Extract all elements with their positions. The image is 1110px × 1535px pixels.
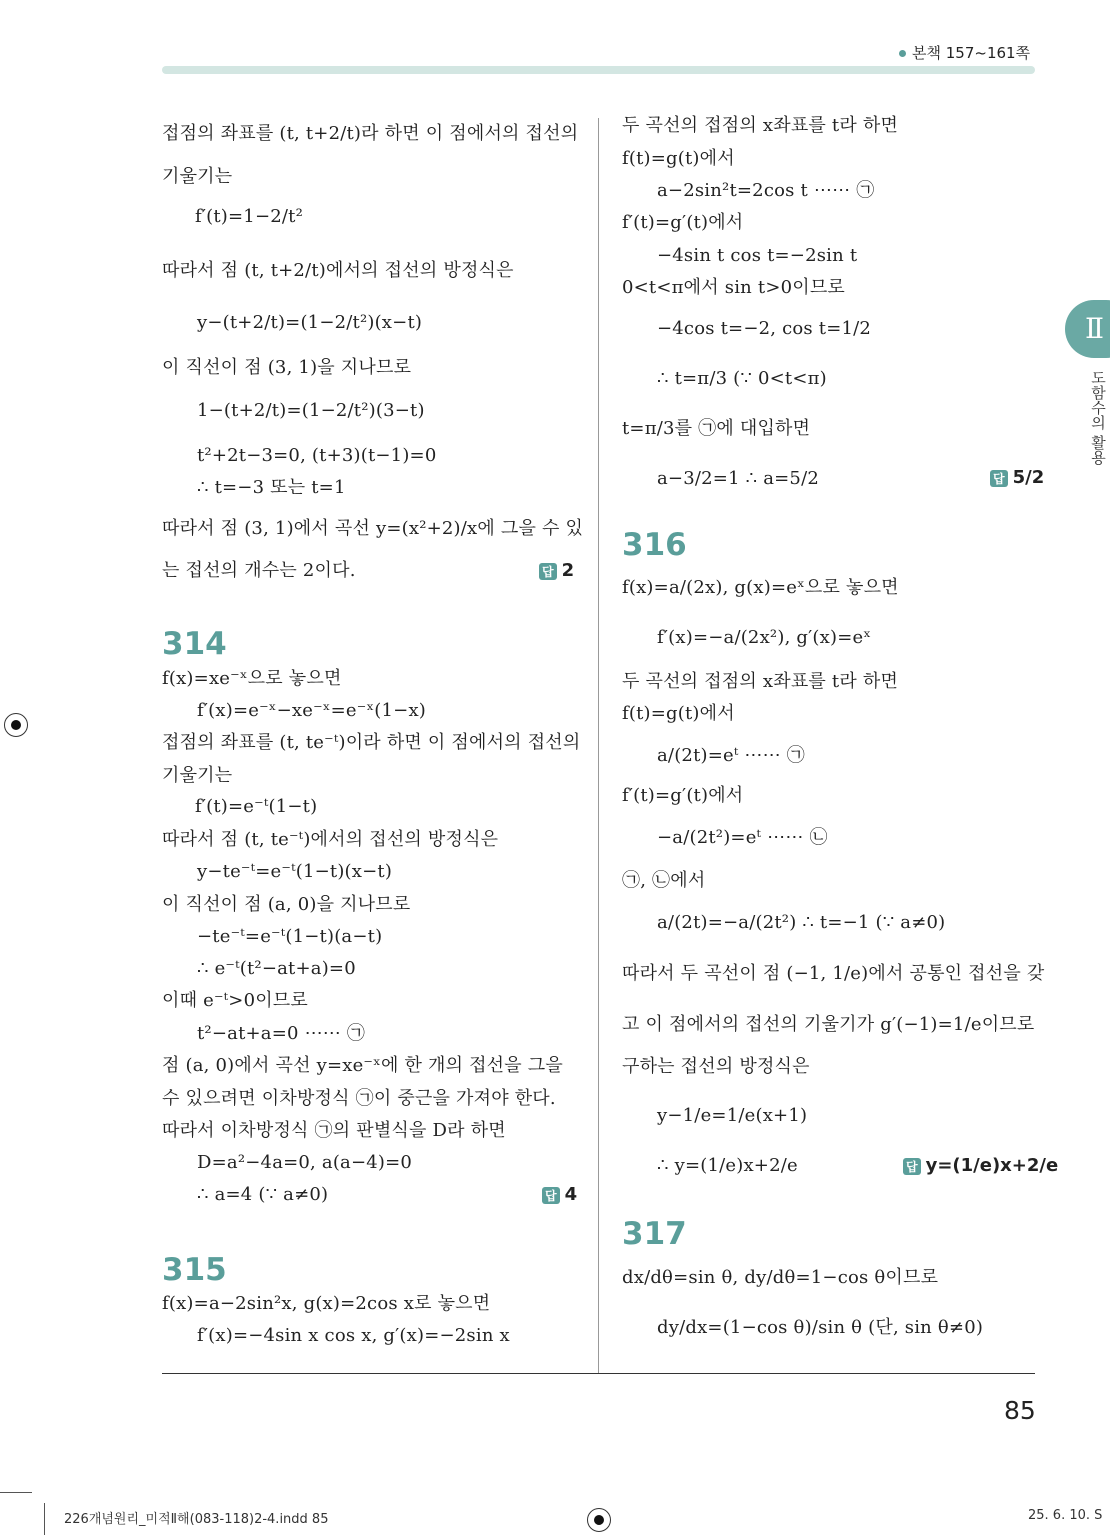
text-line: f′(x)=−a/(2x²), g′(x)=eˣ bbox=[657, 627, 872, 648]
text-line: −4cos t=−2, cos t=1/2 bbox=[657, 318, 872, 339]
text-line: 구하는 접선의 방정식은 bbox=[622, 1056, 810, 1077]
answer-314 bbox=[542, 1184, 577, 1205]
crop-mark bbox=[44, 1503, 45, 1535]
text-line: f′(t)=g′(t)에서 bbox=[622, 212, 744, 233]
crop-mark bbox=[0, 1492, 32, 1493]
reference-text: 본책 157~161쪽 bbox=[912, 44, 1031, 62]
registration-mark-icon bbox=[587, 1508, 611, 1532]
text-line: f′(t)=e⁻ᵗ(1−t) bbox=[195, 796, 318, 817]
text-line: f′(x)=e⁻ˣ−xe⁻ˣ=e⁻ˣ(1−x) bbox=[197, 700, 427, 721]
answer-badge: 답 bbox=[903, 1158, 921, 1175]
text-line: f(x)=a−2sin²x, g(x)=2cos x로 놓으면 bbox=[162, 1293, 491, 1314]
text-line: ㉠, ㉡에서 bbox=[622, 870, 706, 891]
header-bar bbox=[162, 66, 1035, 74]
text-line: 점 (a, 0)에서 곡선 y=xe⁻ˣ에 한 개의 접선을 그을 bbox=[162, 1055, 563, 1076]
answer-value: 5/2 bbox=[1012, 467, 1045, 488]
page-number: 85 bbox=[1004, 1396, 1036, 1425]
text-line: 접점의 좌표를 (t, te⁻ᵗ)이라 하면 이 점에서의 접선의 bbox=[162, 732, 581, 753]
text-line: 1−(t+2/t)=(1−2/t²)(3−t) bbox=[197, 400, 425, 421]
text-line: 이 직선이 점 (3, 1)을 지나므로 bbox=[162, 357, 412, 378]
answer-badge: 답 bbox=[539, 563, 557, 580]
answer-badge: 답 bbox=[542, 1187, 560, 1204]
text-line: a−3/2=1 ∴ a=5/2 bbox=[657, 468, 819, 489]
text-line: f′(t)=1−2/t² bbox=[195, 206, 304, 227]
text-line: dx/dθ=sin θ, dy/dθ=1−cos θ이므로 bbox=[622, 1267, 939, 1288]
text-line: 이때 e⁻ᵗ>0이므로 bbox=[162, 990, 308, 1011]
registration-mark-icon bbox=[4, 713, 28, 737]
bullet-icon bbox=[899, 50, 906, 57]
text-line: a/(2t)=−a/(2t²) ∴ t=−1 (∵ a≠0) bbox=[657, 912, 946, 933]
text-line: 두 곡선의 접점의 x좌표를 t라 하면 bbox=[622, 115, 899, 136]
text-line: 기울기는 bbox=[162, 166, 233, 187]
problem-heading: 315 bbox=[162, 1252, 227, 1288]
text-line: dy/dx=(1−cos θ)/sin θ (단, sin θ≠0) bbox=[657, 1317, 984, 1338]
chapter-tab: Ⅱ bbox=[1065, 300, 1110, 358]
text-line: 이 직선이 점 (a, 0)을 지나므로 bbox=[162, 894, 411, 915]
column-divider bbox=[598, 118, 599, 1373]
answer-315 bbox=[990, 467, 1044, 488]
text-line: y−te⁻ᵗ=e⁻ᵗ(1−t)(x−t) bbox=[197, 861, 393, 882]
text-line: −te⁻ᵗ=e⁻ᵗ(1−t)(a−t) bbox=[197, 926, 383, 947]
text-line: ∴ a=4 (∵ a≠0) bbox=[197, 1184, 329, 1205]
footer-file: 226개념원리_미적Ⅱ해(083-118)2-4.indd 85 bbox=[64, 1512, 329, 1527]
text-line: t²+2t−3=0, (t+3)(t−1)=0 bbox=[197, 445, 437, 466]
reference-label bbox=[899, 42, 1030, 63]
text-line: 수 있으려면 이차방정식 ㉠이 중근을 가져야 한다. bbox=[162, 1088, 556, 1109]
answer-value: 2 bbox=[561, 560, 575, 581]
text-line: 0<t<π에서 sin t>0이므로 bbox=[622, 277, 846, 298]
text-line: y−1/e=1/e(x+1) bbox=[657, 1105, 808, 1126]
text-line: 따라서 점 (3, 1)에서 곡선 y=(x²+2)/x에 그을 수 있 bbox=[162, 518, 584, 539]
text-line: 접점의 좌표를 (t, t+2/t)라 하면 이 점에서의 접선의 bbox=[162, 123, 579, 144]
text-line: t=π/3를 ㉠에 대입하면 bbox=[622, 418, 811, 439]
text-line: 는 접선의 개수는 2이다. bbox=[162, 560, 356, 581]
problem-heading: 316 bbox=[622, 527, 687, 563]
text-line: 기울기는 bbox=[162, 765, 233, 786]
text-line: a/(2t)=eᵗ ⋯⋯ ㉠ bbox=[657, 745, 805, 766]
text-line: f′(x)=−4sin x cos x, g′(x)=−2sin x bbox=[197, 1325, 510, 1346]
text-line: 따라서 점 (t, t+2/t)에서의 접선의 방정식은 bbox=[162, 260, 514, 281]
answer-313 bbox=[539, 560, 574, 581]
answer-value: y=(1/e)x+2/e bbox=[925, 1155, 1059, 1176]
text-line: −4sin t cos t=−2sin t bbox=[657, 245, 858, 266]
text-line: ∴ t=π/3 (∵ 0<t<π) bbox=[657, 368, 827, 389]
text-line: f(x)=xe⁻ˣ으로 놓으면 bbox=[162, 668, 342, 689]
text-line: 따라서 두 곡선이 점 (−1, 1/e)에서 공통인 접선을 갖 bbox=[622, 963, 1045, 984]
text-line: 두 곡선의 접점의 x좌표를 t라 하면 bbox=[622, 671, 899, 692]
bottom-rule bbox=[162, 1373, 1035, 1374]
chapter-title: 도함수의 활용 bbox=[1089, 370, 1107, 465]
text-line: D=a²−4a=0, a(a−4)=0 bbox=[197, 1152, 413, 1173]
problem-heading: 317 bbox=[622, 1216, 687, 1252]
text-line: f(t)=g(t)에서 bbox=[622, 148, 735, 169]
text-line: f(t)=g(t)에서 bbox=[622, 703, 735, 724]
text-line: ∴ t=−3 또는 t=1 bbox=[197, 477, 346, 498]
answer-value: 4 bbox=[564, 1184, 578, 1205]
text-line: 따라서 점 (t, te⁻ᵗ)에서의 접선의 방정식은 bbox=[162, 829, 499, 850]
text-line: ∴ e⁻ᵗ(t²−at+a)=0 bbox=[197, 958, 356, 979]
footer-date: 25. 6. 10. S bbox=[1028, 1508, 1103, 1523]
text-line: −a/(2t²)=eᵗ ⋯⋯ ㉡ bbox=[657, 827, 828, 848]
text-line: a−2sin²t=2cos t ⋯⋯ ㉠ bbox=[657, 180, 875, 201]
answer-316 bbox=[903, 1155, 1058, 1176]
text-line: ∴ y=(1/e)x+2/e bbox=[657, 1155, 798, 1176]
text-line: y−(t+2/t)=(1−2/t²)(x−t) bbox=[197, 312, 423, 333]
text-line: f(x)=a/(2x), g(x)=eˣ으로 놓으면 bbox=[622, 577, 899, 598]
text-line: 고 이 점에서의 접선의 기울기가 g′(−1)=1/e이므로 bbox=[622, 1014, 1035, 1035]
answer-badge: 답 bbox=[990, 470, 1008, 487]
text-line: 따라서 이차방정식 ㉠의 판별식을 D라 하면 bbox=[162, 1120, 506, 1141]
text-line: f′(t)=g′(t)에서 bbox=[622, 785, 744, 806]
problem-heading: 314 bbox=[162, 626, 227, 662]
text-line: t²−at+a=0 ⋯⋯ ㉠ bbox=[197, 1023, 366, 1044]
